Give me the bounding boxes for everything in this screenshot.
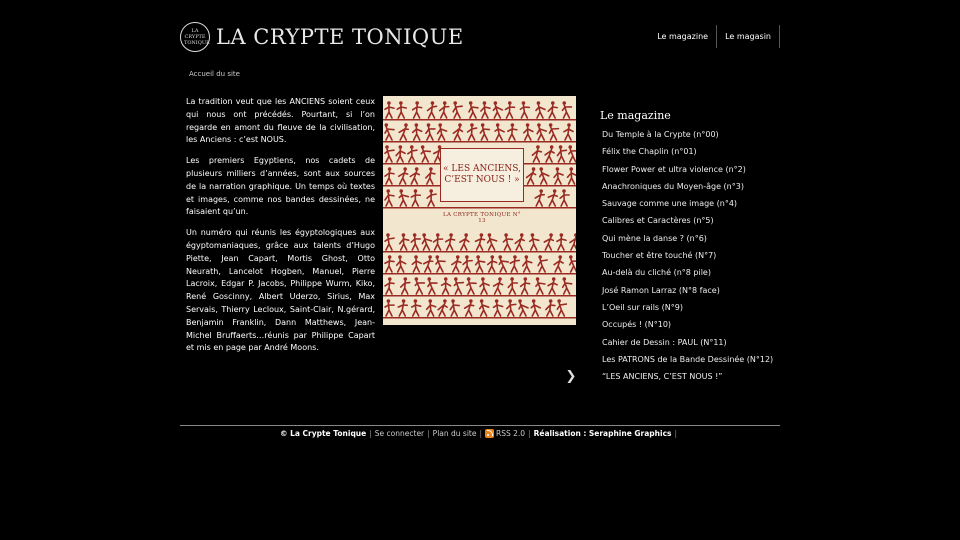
sidebar-item[interactable]: Cahier de Dessin : PAUL (N°11) [602,337,727,347]
footer-copyright-link[interactable]: © La Crypte Tonique [279,429,367,438]
cover-issue-band: LA CRYPTE TONIQUE N° 13 [443,212,521,224]
sidebar-item[interactable]: Toucher et être touché (N°7) [602,251,717,261]
page [180,0,780,540]
sidebar-magazine [600,108,780,385]
egyptian-frieze-illustration [383,96,576,325]
sidebar-list [600,126,780,385]
article-paragraph: Un numéro qui réunis les égyptologiques aux égyptomaniaques, grâce aux talents d’Hugo Piette, Jean Capart, Mortis Ghost, Otto Neurath, Lancelot Hogben, Manuel, Pierre Lacroix, Edgar P. Jacobs, Philippe Wurm, Kiko, René Goscinny, Albert Uderzo, Sirius, Max Servais, Thierry Lecloux, Saint-Clair, N.gérard, Benjamin Franklin, Dann Matthews, Jean-Michel Bruffaerts…réunis par Philippe Capart et mis en page par André Moons. [186,228,375,353]
site-logo[interactable] [180,20,464,54]
sidebar-item[interactable]: Qui mène la danse ? (n°6) [602,233,707,243]
top-nav [649,25,780,48]
breadcrumb-home-link[interactable]: Accueil du site [189,70,240,78]
sidebar-item[interactable]: Au-delà du cliché (n°8 pile) [602,268,711,278]
article-text [186,96,375,363]
breadcrumb [189,70,240,78]
footer-divider [180,425,780,426]
article-paragraph: La tradition veut que les ANCIENS soient ceux qui nous ont précédés. Pourtant, si l’on regarde en amont du fleuve de la civilisation, les Anciens : c’est NOUS. [186,97,375,145]
sidebar-item[interactable]: Flower Power et ultra violence (n°2) [602,164,746,174]
sidebar-item[interactable]: Calibres et Caractères (n°5) [602,216,714,226]
next-arrow-icon[interactable]: ❯ [565,369,577,384]
sidebar-item[interactable]: Félix the Chaplin (n°01) [602,147,697,157]
magazine-cover-image[interactable] [383,96,576,325]
sidebar-item[interactable]: José Ramon Larraz (N°8 face) [602,285,720,295]
sidebar-item[interactable]: L’Oeil sur rails (N°9) [602,302,683,312]
sidebar-item[interactable]: Sauvage comme une image (n°4) [602,199,738,209]
sidebar-item[interactable]: Du Temple à la Crypte (n°00) [602,130,719,139]
footer-sitemap-link[interactable]: Plan du site [432,429,477,438]
sidebar-item[interactable]: Occupés ! (N°10) [602,320,672,330]
footer: © La Crypte Tonique | Se connecter | Plan du site | RSS 2.0 | Réalisation : Seraphine Graphics | [279,429,678,438]
cover-title: « LES ANCIENS, C’EST NOUS ! » [440,148,524,202]
sidebar-item[interactable]: “LES ANCIENS, C’EST NOUS !” [602,372,723,382]
footer-credit-link[interactable]: Seraphine Graphics [588,429,672,438]
site-title[interactable]: LA CRYPTE TONIQUE [216,25,464,49]
sidebar-heading: Le magazine [600,109,671,122]
footer-credit-label: Réalisation : [533,429,587,438]
logo-seal-text: LA CRYPTE TONIQUE [184,28,210,46]
article-paragraph: Les premiers Egyptiens, nos cadets de plusieurs milliers d’années, sont aux sources de la narration graphique. Un temps où textes et images, comme nos bandes dessinées, ne faisaient qu’un. [186,156,375,217]
rss-icon[interactable] [485,429,494,438]
footer-rss-link[interactable]: RSS 2.0 [496,429,526,438]
footer-login-link[interactable]: Se connecter [374,429,425,438]
sidebar-item[interactable]: Anachroniques du Moyen-âge (n°3) [602,181,744,191]
logo-seal-icon [180,22,210,52]
nav-le-magasin[interactable]: Le magasin [717,25,780,48]
nav-le-magazine[interactable]: Le magazine [649,25,717,48]
sidebar-item[interactable]: Les PATRONS de la Bande Dessinée (N°12) [602,354,774,364]
